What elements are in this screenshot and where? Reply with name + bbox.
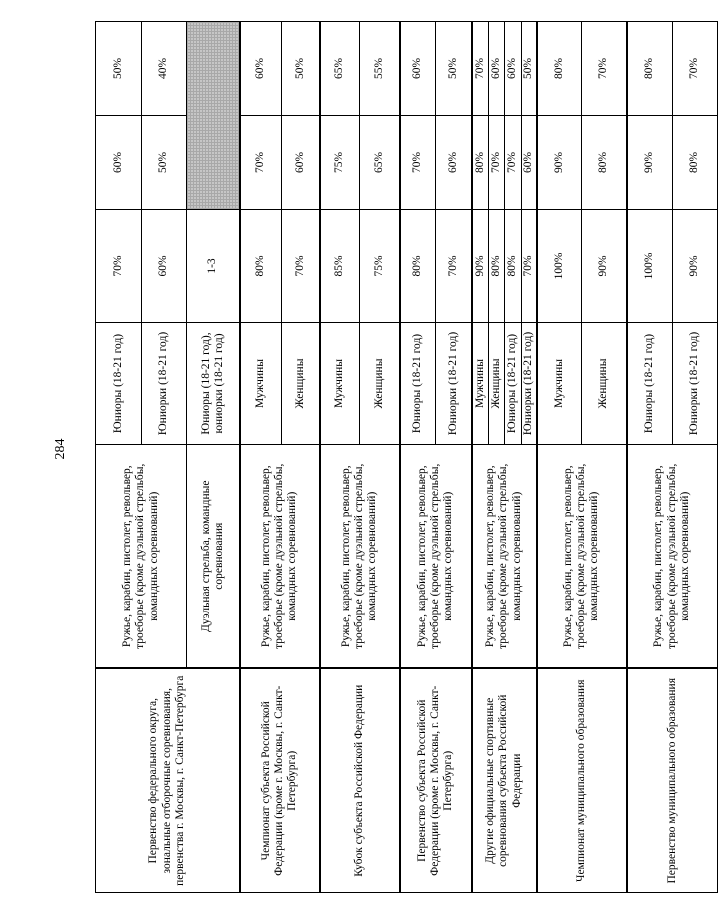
gender-cell: Юниорки (18-21 год) — [142, 323, 187, 445]
percent-cell: 70% — [582, 22, 627, 116]
gender-cell: Мужчины — [537, 323, 582, 445]
competition-cell: Чемпионат субъекта Российской Федерации (кроме г. Москвы, г. Санкт-Петербурга) — [240, 669, 320, 893]
percent-cell: 75% — [320, 116, 360, 210]
gender-cell: Юниоры (18-21 год) — [627, 323, 673, 445]
discipline-cell: Дуэльная стрельба, командные соревнования — [187, 445, 240, 669]
percent-cell: 60% — [282, 116, 320, 210]
discipline-cell: Ружье, карабин, пистолет, револьвер, троеборье (кроме дуэльной стрельбы, командных соревнований) — [537, 445, 627, 669]
table-row — [320, 22, 360, 893]
competition-cell: Другие официальные спортивные соревнования субъекта Российской Федерации — [472, 669, 537, 893]
competition-cell: Чемпионат муниципального образования — [537, 669, 627, 893]
percent-cell: 70% — [436, 210, 472, 323]
table-row — [472, 22, 489, 893]
percent-cell: 60% — [436, 116, 472, 210]
rotated-table-wrapper — [95, 22, 701, 893]
percent-cell: 50% — [142, 116, 187, 210]
percent-cell: 40% — [142, 22, 187, 116]
percent-cell: 85% — [320, 210, 360, 323]
percent-cell: 80% — [472, 116, 489, 210]
percent-cell: 70% — [505, 116, 522, 210]
percent-cell: 100% — [537, 210, 582, 323]
percent-cell: 65% — [360, 116, 400, 210]
percent-cell: 75% — [360, 210, 400, 323]
table-row — [96, 22, 142, 893]
percent-cell: 80% — [489, 210, 505, 323]
percent-cell: 70% — [522, 210, 537, 323]
gender-cell: Юниоры (18-21 год) — [400, 323, 436, 445]
percent-cell: 50% — [436, 22, 472, 116]
percent-cell: 80% — [505, 210, 522, 323]
gender-cell: Юниорки (18-21 год) — [522, 323, 537, 445]
gender-cell: Женщины — [282, 323, 320, 445]
table-row — [400, 22, 436, 893]
page-number: 284 — [53, 438, 68, 460]
percent-cell: 60% — [400, 22, 436, 116]
percent-cell: 70% — [472, 22, 489, 116]
percent-cell: 80% — [400, 210, 436, 323]
table-row — [537, 22, 582, 893]
competition-cell: Кубок субъекта Российской Федерации — [320, 669, 400, 893]
competition-cell: Первенство муниципального образования — [627, 669, 718, 893]
percent-cell: 70% — [282, 210, 320, 323]
gender-cell: Женщины — [360, 323, 400, 445]
percent-cell: 60% — [505, 22, 522, 116]
gender-cell: Юниорки (18-21 год) — [436, 323, 472, 445]
gender-cell: Мужчины — [472, 323, 489, 445]
discipline-cell: Ружье, карабин, пистолет, револьвер, троеборье (кроме дуэльной стрельбы, командных соревнований) — [320, 445, 400, 669]
percent-cell: 70% — [673, 22, 718, 116]
table-row — [240, 22, 282, 893]
percent-cell: 80% — [537, 22, 582, 116]
discipline-cell: Ружье, карабин, пистолет, револьвер, троеборье (кроме дуэльной стрельбы, командных соревнований) — [96, 445, 187, 669]
percent-cell: 80% — [673, 116, 718, 210]
shaded-cell — [187, 22, 240, 210]
discipline-cell: Ружье, карабин, пистолет, револьвер, троеборье (кроме дуэльной стрельбы, командных соревнований) — [240, 445, 320, 669]
percent-cell: 90% — [472, 210, 489, 323]
percent-cell: 65% — [320, 22, 360, 116]
gender-cell: Юниоры (18-21 год) — [505, 323, 522, 445]
percent-cell: 90% — [627, 116, 673, 210]
percent-cell: 80% — [240, 210, 282, 323]
percent-cell: 60% — [489, 22, 505, 116]
gender-cell: Женщины — [582, 323, 627, 445]
qualification-table — [95, 21, 718, 893]
percent-cell: 60% — [240, 22, 282, 116]
percent-cell: 90% — [537, 116, 582, 210]
table-body — [96, 22, 718, 893]
percent-cell: 50% — [522, 22, 537, 116]
percent-cell: 1-3 — [187, 210, 240, 323]
percent-cell: 55% — [360, 22, 400, 116]
percent-cell: 80% — [627, 22, 673, 116]
percent-cell: 70% — [400, 116, 436, 210]
percent-cell: 60% — [142, 210, 187, 323]
percent-cell: 70% — [489, 116, 505, 210]
discipline-cell: Ружье, карабин, пистолет, револьвер, троеборье (кроме дуэльной стрельбы, командных соревнований) — [472, 445, 537, 669]
competition-cell: Первенство субъекта Российской Федерации (кроме г. Москвы, г. Санкт-Петербурга) — [400, 669, 472, 893]
gender-cell: Юниоры (18-21 год) — [96, 323, 142, 445]
percent-cell: 60% — [96, 116, 142, 210]
percent-cell: 80% — [582, 116, 627, 210]
competition-cell: Первенство федерального округа, зональные отборочные соревнования, первенства г. Москвы, г. Санкт-Петербурга — [96, 669, 240, 893]
gender-cell: Юниорки (18-21 год) — [673, 323, 718, 445]
percent-cell: 60% — [522, 116, 537, 210]
percent-cell: 50% — [282, 22, 320, 116]
discipline-cell: Ружье, карабин, пистолет, револьвер, троеборье (кроме дуэльной стрельбы, командных соревнований) — [400, 445, 472, 669]
gender-cell: Мужчины — [320, 323, 360, 445]
table-row — [627, 22, 673, 893]
percent-cell: 100% — [627, 210, 673, 323]
gender-cell: Юниоры (18-21 год), юниорки (18-21 год) — [187, 323, 240, 445]
percent-cell: 90% — [673, 210, 718, 323]
percent-cell: 70% — [96, 210, 142, 323]
percent-cell: 70% — [240, 116, 282, 210]
gender-cell: Мужчины — [240, 323, 282, 445]
percent-cell: 90% — [582, 210, 627, 323]
discipline-cell: Ружье, карабин, пистолет, револьвер, троеборье (кроме дуэльной стрельбы, командных соревнований) — [627, 445, 718, 669]
percent-cell: 50% — [96, 22, 142, 116]
gender-cell: Женщины — [489, 323, 505, 445]
